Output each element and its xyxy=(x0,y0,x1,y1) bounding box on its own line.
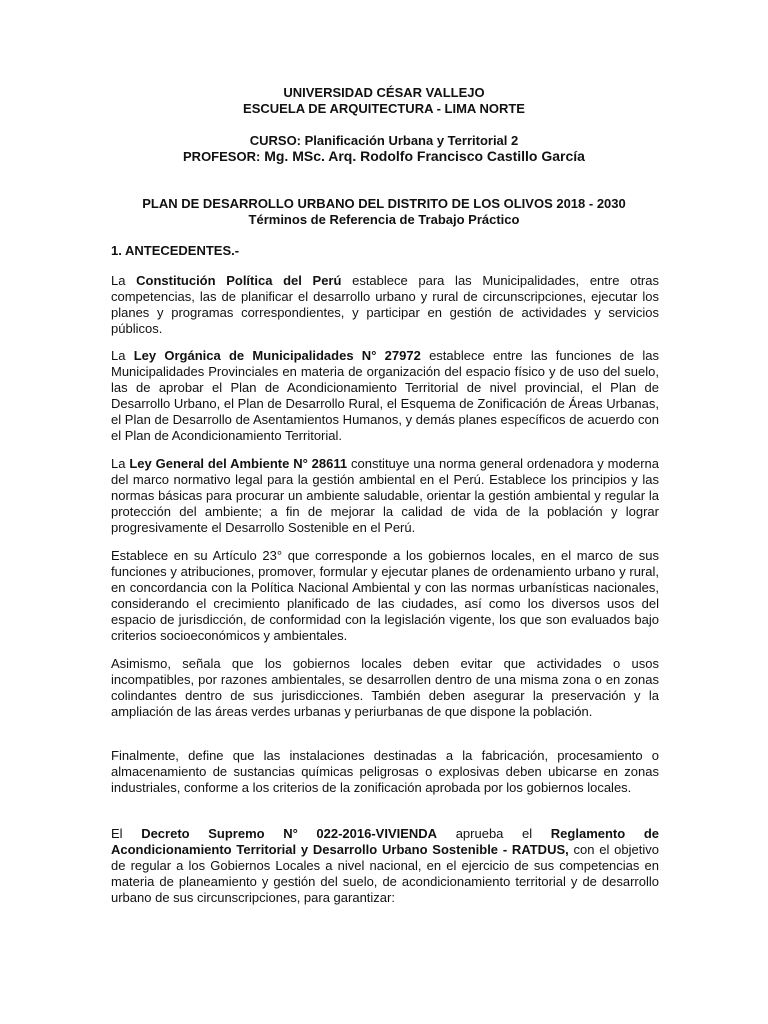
text-run: aprueba el xyxy=(437,826,551,841)
course-label: CURSO: xyxy=(249,133,302,148)
professor-name: Mg. MSc. Arq. Rodolfo Francisco Castillo García xyxy=(264,148,585,164)
plan-title: PLAN DE DESARROLLO URBANO DEL DISTRITO DE LOS OLIVOS 2018 - 2030 xyxy=(142,196,626,211)
bold-term: Ley Orgánica de Municipalidades N° 27972 xyxy=(133,348,421,363)
bold-term: Decreto Supremo N° 022-2016-VIVIENDA xyxy=(141,826,438,841)
text-run: La xyxy=(111,456,130,471)
text-run: La xyxy=(111,273,137,288)
paragraph-ley-ambiente xyxy=(111,456,659,536)
professor-line xyxy=(0,148,768,165)
text-run: establece para las Municipalidades, entre otras competencias, las de planificar el desarrollo urbano y rural de circunscripciones, ejecutar los planes y programas correspondientes, y participar en gestión de actividades y servicios públicos. xyxy=(111,273,659,336)
text-run: El xyxy=(111,826,142,841)
text-run: La xyxy=(111,348,134,363)
paragraph-decreto-supremo xyxy=(111,826,659,906)
course-name: Planificación Urbana y Territorial 2 xyxy=(304,133,519,148)
bold-term: Constitución Política del Perú xyxy=(136,273,342,288)
course-line xyxy=(0,133,768,149)
university-name: UNIVERSIDAD CÉSAR VALLEJO xyxy=(283,85,485,100)
professor-label: PROFESOR: xyxy=(183,149,261,164)
paragraph-ley-municipalidades xyxy=(111,348,659,443)
paragraph-constitucion xyxy=(111,273,659,337)
bold-term: Reglamento de Acondicionamiento Territorial y Desarrollo Urbano Sostenible - RATDUS, xyxy=(111,826,659,857)
text-run: constituye una norma general ordenadora y moderna del marco normativo legal para la gestión ambiental en el Perú. Establece los principios y las normas básicas para procurar un ambiente saludable, orientar la gestión ambiental y regular la protección del ambiente; a fin de mejorar la calidad de vida de la población y lograr progresivamente el Desarrollo Sostenible en el Perú. xyxy=(111,456,659,535)
section-heading-antecedentes: 1. ANTECEDENTES.- xyxy=(111,243,240,258)
bold-term: Ley General del Ambiente N° 28611 xyxy=(129,456,348,471)
paragraph-articulo-23: Establece en su Artículo 23° que corresponde a los gobiernos locales, en el marco de sus funciones y atribuciones, promover, formular y ejecutar planes de ordenamiento urbano y rural, en concordancia con la Política Nacional Ambiental y con las normas urbanísticas nacionales, considerando el crecimiento planificado de las ciudades, así como los diversos usos del espacio de jurisdicción, de conformidad con la legislación vigente, los que son evaluados bajo criterios socioeconómicos y ambientales. xyxy=(111,548,659,643)
paragraph-finalmente: Finalmente, define que las instalaciones destinadas a la fabricación, procesamiento o almacenamiento de sustancias químicas peligrosas o explosivas deben ubicarse en zonas industriales, conforme a los criterios de la zonificación aprobada por los gobiernos locales. xyxy=(111,748,659,795)
text-run: con el objetivo de regular a los Gobiernos Locales a nivel nacional, en el ejercicio de sus competencias en materia de planeamiento y gestión del suelo, de acondicionamiento territorial y de desarrollo urbano de sus circunscripciones, para garantizar: xyxy=(111,841,659,905)
paragraph-asimismo: Asimismo, señala que los gobiernos locales deben evitar que actividades o usos incompatibles, por razones ambientales, se desarrollen dentro de una misma zona o en zonas colindantes dentro de sus jurisdicciones. También deben asegurar la preservación y la ampliación de las áreas verdes urbanas y periurbanas de que dispone la población. xyxy=(111,656,659,719)
text-run: establece entre las funciones de las Municipalidades Provinciales en materia de organización del espacio físico y de uso del suelo, las de aprobar el Plan de Acondicionamiento Territorial de nivel provincial, el Plan de Desarrollo Urbano, el Plan de Desarrollo Rural, el Esquema de Zonificación de Áreas Urbanas, el Plan de Desarrollo de Asentamientos Humanos, y demás planes específicos de acuerdo con el Plan de Acondicionamiento Territorial. xyxy=(111,348,659,443)
school-name: ESCUELA DE ARQUITECTURA - LIMA NORTE xyxy=(243,101,525,116)
terms-subtitle: Términos de Referencia de Trabajo Práctico xyxy=(248,212,520,227)
